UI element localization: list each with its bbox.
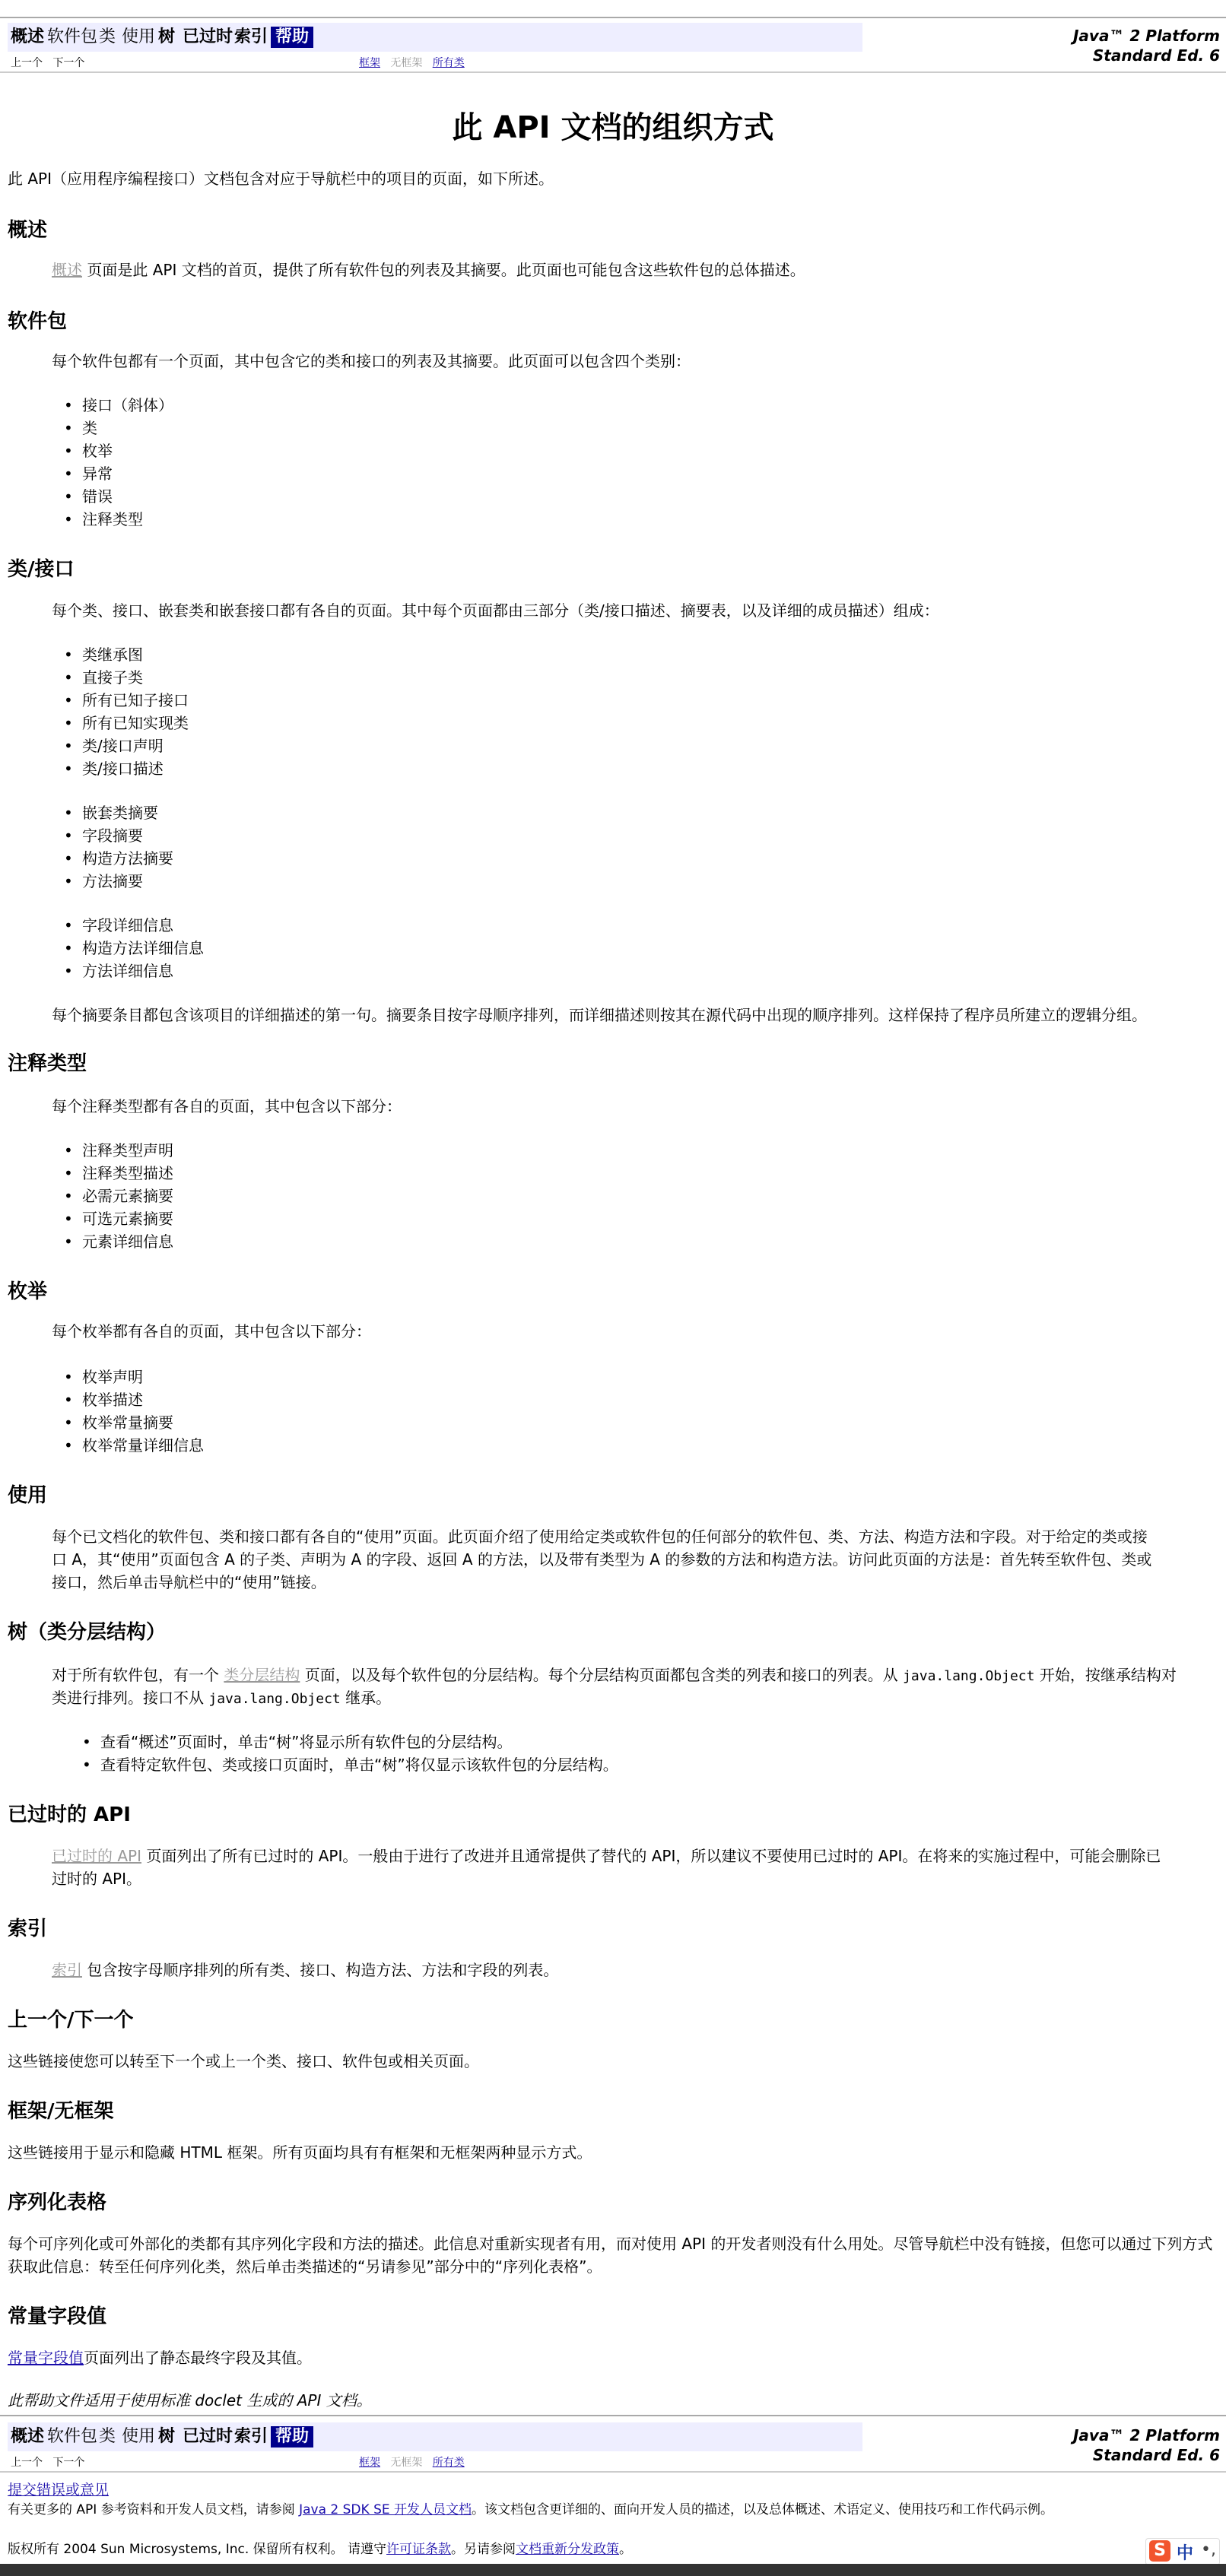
nav-index[interactable]: 索引	[234, 2427, 268, 2446]
nav-index[interactable]: 索引	[234, 27, 268, 46]
code-java-lang-object: java.lang.Object	[903, 1668, 1035, 1684]
list-item: • 必需元素摘要	[82, 1185, 173, 1207]
frames-nav	[359, 55, 465, 70]
list-item: • 类/接口描述	[82, 757, 164, 780]
index-link[interactable]: 索引	[52, 1961, 82, 1979]
heading-constants: 常量字段值	[8, 2305, 107, 2328]
ime-punctuation-toggle[interactable]: •,	[1201, 2540, 1216, 2559]
overview-text: 概述 页面是此 API 文档的首页，提供了所有软件包的列表及其摘要。此页面也可能包含这些软件包的总体描述。	[52, 261, 805, 279]
nav-overview[interactable]: 概述	[11, 2427, 45, 2446]
tree-text-line2: 类进行排列。接口不从 java.lang.Object 继承。	[52, 1689, 392, 1707]
footer-more: 有关更多的 API 参考资料和开发人员文档，请参阅 Java 2 SDK SE 开发人员文档。该文档包含更详细的、面向开发人员的描述，以及总体概述、术语定义、使用技巧和工作代码示例。	[8, 2502, 1054, 2517]
heading-frames: 框架/无框架	[8, 2100, 114, 2123]
ime-toolbar[interactable]	[1145, 2538, 1220, 2565]
index-text: 索引 包含按字母顺序排列的所有类、接口、构造方法、方法和字段的列表。	[52, 1961, 559, 1979]
nav-package[interactable]: 软件包	[47, 27, 98, 46]
list-item: • 枚举声明	[82, 1366, 143, 1388]
class-footer-text: 每个摘要条目都包含该项目的详细描述的第一句。摘要条目按字母顺序排列，而详细描述则按其在源代码中出现的顺序排列。这样保持了程序员所建立的逻辑分组。	[52, 1006, 1147, 1024]
heading-overview: 概述	[8, 219, 48, 242]
footer-bug	[8, 2480, 109, 2500]
enum-text: 每个枚举都有各自的页面，其中包含以下部分：	[52, 1322, 371, 1340]
frames-text: 这些链接用于显示和隐藏 HTML 框架。所有页面均具有有框架和无框架两种显示方式。	[8, 2143, 592, 2162]
page-title: 此 API 文档的组织方式	[452, 110, 774, 145]
list-item: • 构造方法详细信息	[82, 937, 204, 960]
list-item: • 注释类型	[82, 508, 143, 531]
ime-language-toggle[interactable]: 中	[1177, 2544, 1194, 2563]
prevnext-text: 这些链接使您可以转至下一个或上一个类、接口、软件包或相关页面。	[8, 2052, 479, 2070]
list-item: • 方法详细信息	[82, 960, 173, 982]
generated-note: 此帮助文件适用于使用标准 doclet 生成的 API 文档。	[8, 2391, 372, 2409]
list-item: • 所有已知子接口	[82, 689, 189, 712]
frames-nav	[359, 2454, 465, 2470]
prev-next-nav	[11, 55, 84, 70]
sdk-docs-link[interactable]: Java 2 SDK SE 开发人员文档	[299, 2502, 472, 2517]
frames-link[interactable]: 框架	[359, 57, 380, 69]
nav-class[interactable]: 类	[99, 2427, 116, 2446]
annotation-text: 每个注释类型都有各自的页面，其中包含以下部分：	[52, 1097, 402, 1115]
use-text-line2: 口 A，其“使用”页面包含 A 的子类、声明为 A 的字段、返回 A 的方法，以及带有类型为 A 的参数的方法和构造方法。访问此页面的方法是：首先转至软件包、类或	[52, 1550, 1152, 1569]
heading-enum: 枚举	[8, 1280, 48, 1303]
constant-values-link[interactable]: 常量字段值	[8, 2349, 84, 2367]
top-rule	[0, 17, 1226, 18]
list-item: • 查看特定软件包、类或接口页面时，单击“树”将仅显示该软件包的分层结构。	[100, 1753, 618, 1776]
list-item: • 所有已知实现类	[82, 712, 189, 734]
list-item: • 可选元素摘要	[82, 1207, 173, 1230]
prev-next-nav	[11, 2454, 84, 2470]
list-item: • 异常	[82, 462, 113, 485]
deprecated-text-line2: 过时的 API。	[52, 1870, 141, 1888]
top-navbar	[8, 23, 862, 52]
noframes-link[interactable]: 无框架	[390, 2457, 423, 2469]
prev-link[interactable]: 上一个	[11, 2457, 43, 2469]
nav-use[interactable]: 使用	[122, 27, 156, 46]
nav-help[interactable]: 帮助	[271, 2426, 313, 2448]
list-item: • 类继承图	[82, 643, 143, 666]
platform-label: Java™ 2 Platform Standard Ed. 6	[1072, 27, 1220, 65]
list-item: • 注释类型声明	[82, 1139, 173, 1162]
class-text: 每个类、接口、嵌套类和嵌套接口都有各自的页面。其中每个页面都由三部分（类/接口描述、摘要表，以及详细的成员描述）组成：	[52, 601, 939, 620]
nav-deprecated[interactable]: 已过时	[183, 2427, 233, 2446]
top-separator	[0, 71, 1226, 73]
nav-overview[interactable]: 概述	[11, 27, 45, 46]
deprecated-link[interactable]: 已过时的 API	[52, 1847, 141, 1865]
heading-prevnext: 上一个/下一个	[8, 2009, 134, 2032]
list-item: • 类/接口声明	[82, 734, 164, 757]
nav-tree[interactable]: 树	[158, 2427, 176, 2446]
constants-text: 常量字段值页面列出了静态最终字段及其值。	[8, 2349, 312, 2367]
heading-package: 软件包	[8, 310, 68, 333]
class-hierarchy-link[interactable]: 类分层结构	[224, 1666, 300, 1684]
heading-use: 使用	[8, 1484, 48, 1507]
list-item: • 构造方法摘要	[82, 847, 173, 870]
list-item: • 方法摘要	[82, 870, 143, 893]
list-item: • 嵌套类摘要	[82, 801, 158, 824]
sogou-logo-icon: S	[1149, 2540, 1170, 2562]
list-item: • 注释类型描述	[82, 1162, 173, 1185]
use-text-line3: 接口，然后单击导航栏中的“使用”链接。	[52, 1573, 326, 1591]
list-item: • 直接子类	[82, 666, 143, 689]
allclasses-link[interactable]: 所有类	[432, 57, 465, 69]
heading-annotation: 注释类型	[8, 1052, 87, 1075]
noframes-link[interactable]: 无框架	[390, 57, 423, 69]
nav-use[interactable]: 使用	[122, 2427, 156, 2446]
heading-index: 索引	[8, 1918, 48, 1940]
serialized-text-line2: 获取此信息：转至任何序列化类，然后单击类描述的“另请参见”部分中的“序列化表格”。	[8, 2257, 602, 2276]
bottom-navbar	[8, 2422, 862, 2451]
tree-text-line1: 对于所有软件包，有一个 类分层结构 页面，以及每个软件包的分层结构。每个分层结构页面都包含类的列表和接口的列表。从 java.lang.Object 开始，按继承结构对	[52, 1666, 1177, 1684]
list-item: • 元素详细信息	[82, 1230, 173, 1253]
bottom-separator	[0, 2471, 1226, 2473]
next-link[interactable]: 下一个	[52, 57, 85, 69]
intro-text: 此 API（应用程序编程接口）文档包含对应于导航栏中的项目的页面，如下所述。	[8, 170, 554, 188]
list-item: • 枚举常量摘要	[82, 1411, 173, 1434]
list-item: • 查看“概述”页面时，单击“树”将显示所有软件包的分层结构。	[100, 1731, 512, 1753]
nav-tree[interactable]: 树	[158, 27, 176, 46]
heading-deprecated: 已过时的 API	[8, 1804, 131, 1826]
status-bar	[0, 2564, 1226, 2576]
list-item: • 枚举描述	[82, 1388, 143, 1411]
bottom-rule	[0, 2415, 1226, 2416]
redistribution-link[interactable]: 文档重新分发政策	[516, 2542, 620, 2557]
allclasses-link[interactable]: 所有类	[432, 2457, 465, 2469]
package-text: 每个软件包都有一个页面，其中包含它的类和接口的列表及其摘要。此页面可以包含四个类别：	[52, 352, 691, 370]
list-item: • 类	[82, 417, 97, 439]
nav-help[interactable]: 帮助	[271, 27, 313, 48]
heading-class: 类/接口	[8, 558, 75, 581]
deprecated-text: 已过时的 API 页面列出了所有已过时的 API。一般由于进行了改进并且通常提供了替代的 API，所以建议不要使用已过时的 API。在将来的实施过程中，可能会删除已	[52, 1847, 1161, 1865]
submit-bug-link[interactable]: 提交错误或意见	[8, 2482, 110, 2498]
heading-serialized: 序列化表格	[8, 2191, 107, 2214]
nav-package[interactable]: 软件包	[47, 2427, 98, 2446]
serialized-text-line1: 每个可序列化或可外部化的类都有其序列化字段和方法的描述。此信息对重新实现者有用，而对使用 API 的开发者则没有什么用处。尽管导航栏中没有链接，但您可以通过下列方式	[8, 2235, 1213, 2253]
nav-deprecated[interactable]: 已过时	[183, 27, 233, 46]
heading-tree: 树（类分层结构）	[8, 1621, 167, 1644]
license-link[interactable]: 许可证条款	[386, 2542, 452, 2557]
overview-link[interactable]: 概述	[52, 261, 82, 279]
code-java-lang-object: java.lang.Object	[208, 1691, 341, 1707]
list-item: • 字段详细信息	[82, 914, 173, 937]
list-item: • 错误	[82, 485, 113, 508]
platform-label: Java™ 2 Platform Standard Ed. 6	[1072, 2426, 1220, 2464]
frames-link[interactable]: 框架	[359, 2457, 380, 2469]
list-item: • 枚举	[82, 439, 113, 462]
list-item: • 接口（斜体）	[82, 394, 173, 417]
prev-link[interactable]: 上一个	[11, 57, 43, 69]
footer-copyright: 版权所有 2004 Sun Microsystems, Inc. 保留所有权利。 请遵守许可证条款。另请参阅文档重新分发政策。	[8, 2542, 633, 2557]
nav-class[interactable]: 类	[99, 27, 116, 46]
use-text-line1: 每个已文档化的软件包、类和接口都有各自的“使用”页面。此页面介绍了使用给定类或软件包的任何部分的软件包、类、方法、构造方法和字段。对于给定的类或接	[52, 1528, 1148, 1546]
list-item: • 枚举常量详细信息	[82, 1434, 204, 1457]
list-item: • 字段摘要	[82, 824, 143, 847]
next-link[interactable]: 下一个	[52, 2457, 85, 2469]
